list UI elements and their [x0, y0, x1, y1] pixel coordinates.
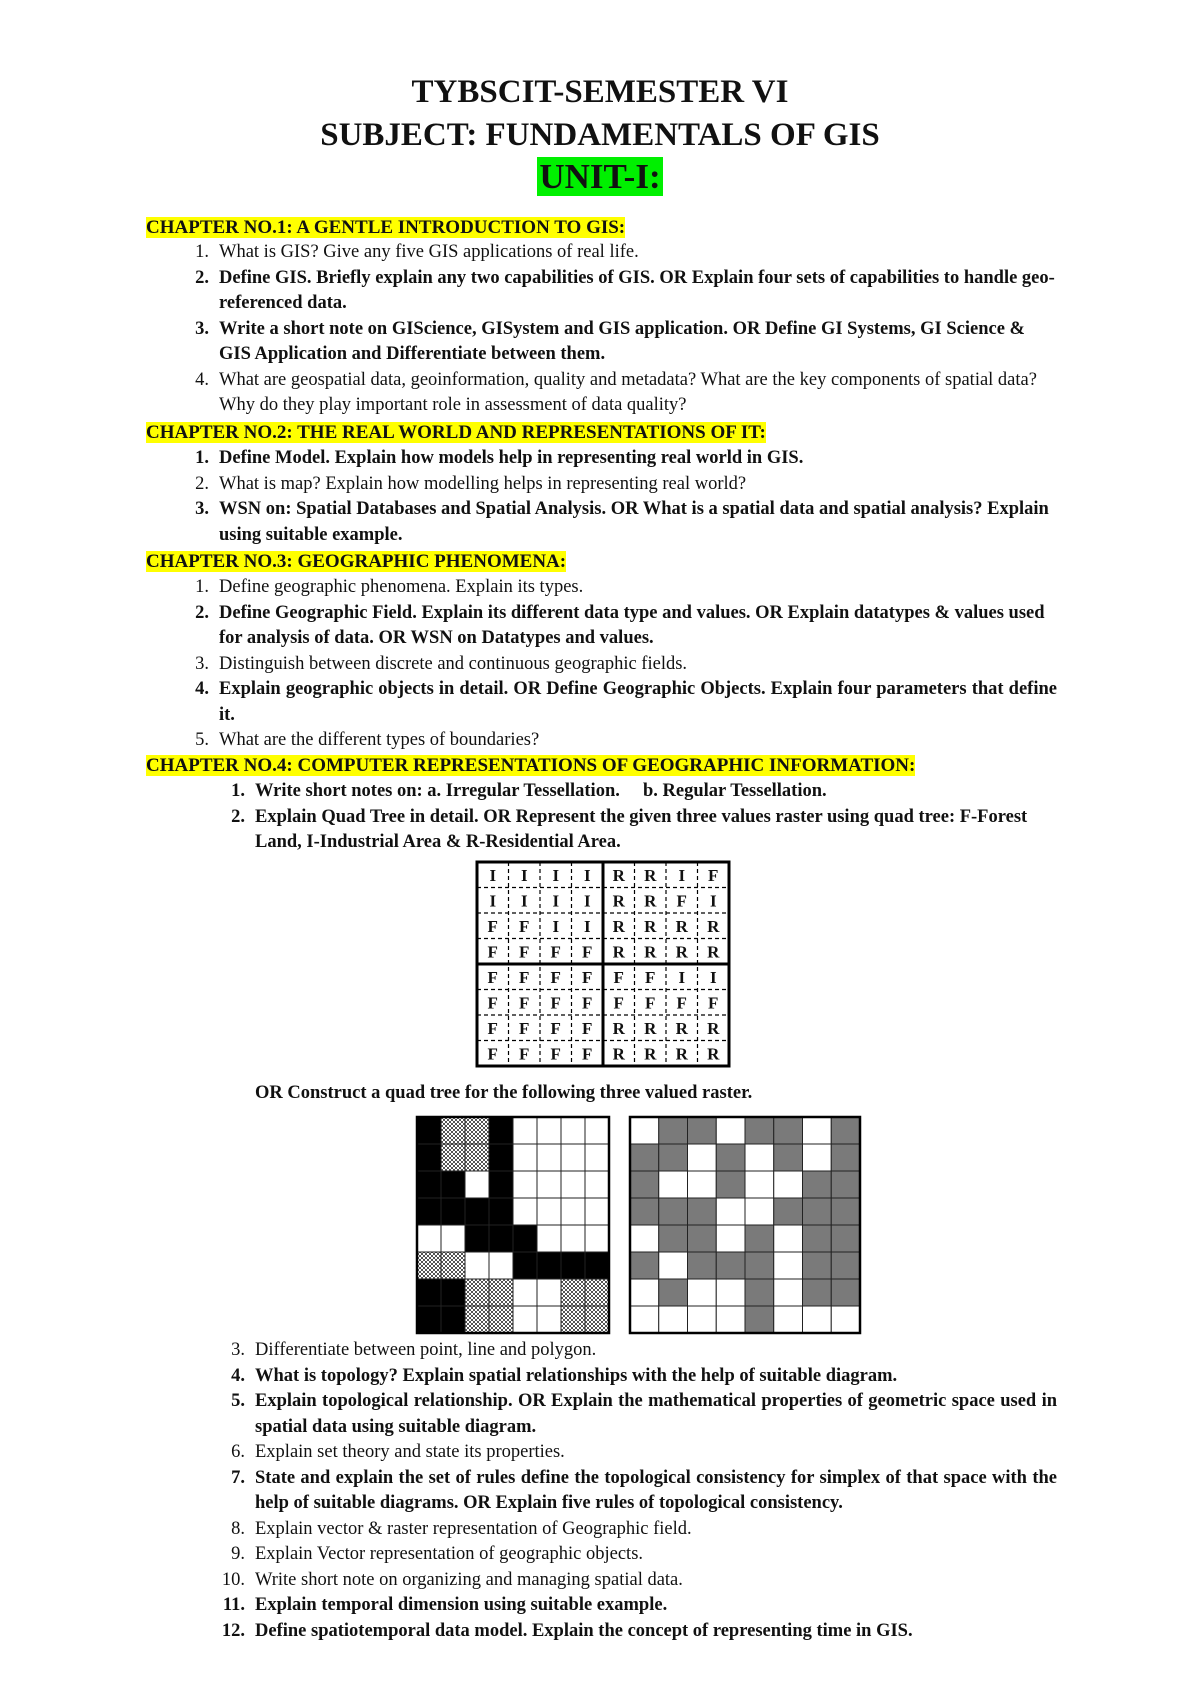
raster-cell-label: R — [675, 1018, 688, 1038]
raster-cell-label: I — [709, 967, 717, 987]
raster-cell — [585, 1144, 609, 1171]
raster-cell — [688, 1144, 717, 1171]
raster-cell-label: R — [707, 1018, 720, 1038]
raster-cell — [659, 1198, 688, 1225]
raster-cell — [561, 1171, 585, 1198]
raster-cell — [803, 1252, 832, 1279]
raster-cell-label: R — [612, 916, 625, 936]
raster-cell-label: I — [552, 865, 560, 885]
question-item: 5. Explain topological relationship. OR Explain the mathematical properties of geometric space used in spatial data using suitable diagram. — [231, 1391, 1057, 1437]
raster-cell — [489, 1144, 513, 1171]
raster-cell-label: F — [582, 967, 593, 987]
raster-cell-label: F — [645, 967, 656, 987]
raster-cell — [774, 1225, 803, 1252]
doc-title: TYBSCIT-SEMESTER VI — [411, 74, 789, 110]
raster-cell — [659, 1225, 688, 1252]
raster-cell-label: F — [487, 942, 498, 962]
raster-cell — [465, 1171, 489, 1198]
raster-cell-label: I — [520, 865, 528, 885]
raster-cell — [630, 1117, 659, 1144]
raster-cell — [803, 1198, 832, 1225]
raster-cell — [561, 1198, 585, 1225]
raster-cell — [688, 1252, 717, 1279]
raster-cell-label: R — [612, 1018, 625, 1038]
raster-cell — [774, 1171, 803, 1198]
question-item: 4. Explain geographic objects in detail. OR Define Geographic Objects. Explain four parameters that define it. — [195, 679, 1057, 725]
raster-cell — [716, 1144, 745, 1171]
raster-cell — [537, 1279, 561, 1306]
quad-tree-letter-raster — [473, 858, 735, 1073]
question-item: 6. Explain set theory and state its properties. — [231, 1442, 565, 1462]
question-item: 4. What are geospatial data, geoinformation, quality and metadata? What are the key components of spatial data? Why do they play important role in assessment of data quality? — [195, 369, 1037, 415]
raster-cell — [774, 1117, 803, 1144]
raster-cell — [441, 1198, 465, 1225]
raster-cell — [441, 1306, 465, 1333]
raster-cell — [585, 1117, 609, 1144]
raster-cell — [561, 1306, 585, 1333]
raster-cell — [774, 1306, 803, 1333]
raster-cell — [774, 1144, 803, 1171]
question-item: 3. Write a short note on GIScience, GISystem and GIS application. OR Define GI Systems, GI Science & GIS Application and Differentiate between them. — [195, 318, 1025, 364]
raster-cell — [465, 1252, 489, 1279]
raster-cell — [417, 1252, 441, 1279]
raster-cell-label: I — [678, 865, 686, 885]
raster-cell — [561, 1117, 585, 1144]
raster-cell-label: F — [550, 1044, 561, 1064]
raster-cell-label: I — [520, 891, 528, 911]
raster-cell-label: F — [550, 942, 561, 962]
raster-cell — [417, 1144, 441, 1171]
raster-cell-label: F — [487, 993, 498, 1013]
raster-cell — [688, 1117, 717, 1144]
raster-cell — [831, 1306, 860, 1333]
raster-cell — [561, 1225, 585, 1252]
raster-cell — [489, 1225, 513, 1252]
raster-cell — [630, 1252, 659, 1279]
raster-cell-label: F — [708, 993, 719, 1013]
chapter-1-heading: CHAPTER NO.1: A GENTLE INTRODUCTION TO GIS: — [146, 217, 626, 238]
raster-cell-label: R — [612, 865, 625, 885]
raster-cell — [441, 1279, 465, 1306]
raster-cell-label: F — [676, 993, 687, 1013]
raster-cell — [465, 1117, 489, 1144]
raster-cell-label: F — [550, 1018, 561, 1038]
raster-cell-label: F — [487, 1044, 498, 1064]
raster-cell — [688, 1279, 717, 1306]
raster-cell — [417, 1117, 441, 1144]
subject-title: SUBJECT: FUNDAMENTALS OF GIS — [320, 117, 880, 153]
raster-cell-label: I — [583, 891, 591, 911]
raster-cell — [417, 1198, 441, 1225]
raster-cell-label: I — [678, 967, 686, 987]
raster-cell — [513, 1198, 537, 1225]
question-item: 2. Define Geographic Field. Explain its different data type and values. OR Explain datatypes & values used for analysis of data. OR WSN on Datatypes and values. — [195, 602, 1045, 648]
question-item: 3. WSN on: Spatial Databases and Spatial Analysis. OR What is a spatial data and spatial analysis? Explain using suitable example. — [195, 499, 1049, 545]
raster-cell — [831, 1171, 860, 1198]
raster-cell — [745, 1117, 774, 1144]
raster-cell — [688, 1171, 717, 1198]
chapter-2-questions — [195, 446, 1057, 548]
raster-cell — [537, 1198, 561, 1225]
raster-cell — [513, 1225, 537, 1252]
raster-cell — [417, 1306, 441, 1333]
question-item: 8. Explain vector & raster representation of Geographic field. — [231, 1518, 692, 1539]
raster-cell-label: F — [519, 1044, 530, 1064]
chapter-4-questions-top — [231, 779, 1057, 856]
raster-cell-label: F — [550, 967, 561, 987]
three-valued-raster-left — [415, 1115, 611, 1335]
unit-title: UNIT-I: — [539, 157, 661, 196]
raster-cell — [659, 1306, 688, 1333]
raster-cell-label: F — [487, 967, 498, 987]
raster-cell — [441, 1117, 465, 1144]
raster-cell — [585, 1171, 609, 1198]
raster-cell — [537, 1252, 561, 1279]
raster-cell-label: I — [583, 865, 591, 885]
chapter-4-questions-bottom — [221, 1338, 1057, 1644]
raster-cell-label: R — [707, 916, 720, 936]
question-item: 1. What is GIS? Give any five GIS applications of real life. — [195, 242, 639, 262]
question-item: 10. Write short note on organizing and managing spatial data. — [221, 1569, 683, 1590]
question-item: 9. Explain Vector representation of geographic objects. — [231, 1544, 644, 1564]
raster-cell — [489, 1306, 513, 1333]
raster-cell — [831, 1225, 860, 1252]
raster-cell — [537, 1306, 561, 1333]
raster-cell — [659, 1117, 688, 1144]
raster-cell — [803, 1144, 832, 1171]
raster-cell — [489, 1279, 513, 1306]
raster-cell — [417, 1171, 441, 1198]
raster-cell — [465, 1225, 489, 1252]
raster-cell — [537, 1225, 561, 1252]
or-construct-text: OR Construct a quad tree for the following three valued raster. — [255, 1083, 753, 1103]
raster-cell-label: F — [582, 993, 593, 1013]
raster-cell-label: R — [675, 942, 688, 962]
raster-cell — [745, 1225, 774, 1252]
raster-cell — [831, 1144, 860, 1171]
raster-cell — [513, 1171, 537, 1198]
raster-cell — [745, 1198, 774, 1225]
raster-cell — [489, 1117, 513, 1144]
raster-cell — [630, 1306, 659, 1333]
raster-cell — [831, 1252, 860, 1279]
raster-cell — [537, 1117, 561, 1144]
raster-cell-label: I — [709, 891, 717, 911]
raster-cell — [513, 1279, 537, 1306]
raster-cell — [803, 1279, 832, 1306]
raster-cell-label: F — [582, 1044, 593, 1064]
raster-cell-label: R — [644, 916, 657, 936]
raster-cell — [659, 1171, 688, 1198]
raster-cell — [745, 1252, 774, 1279]
question-item: 2. What is map? Explain how modelling helps in representing real world? — [195, 473, 747, 494]
chapter-2-heading: CHAPTER NO.2: THE REAL WORLD AND REPRESENTATIONS OF IT: — [146, 422, 766, 443]
raster-cell — [831, 1117, 860, 1144]
raster-cell-label: F — [519, 967, 530, 987]
raster-cell — [745, 1144, 774, 1171]
question-item: 11. Explain temporal dimension using suitable example. — [222, 1595, 668, 1615]
raster-cell — [716, 1171, 745, 1198]
raster-cell — [630, 1279, 659, 1306]
raster-cell — [417, 1279, 441, 1306]
raster-cell-label: R — [612, 942, 625, 962]
raster-cell — [537, 1171, 561, 1198]
raster-cell-label: F — [613, 993, 624, 1013]
raster-cell-label: R — [675, 1044, 688, 1064]
raster-cell-label: F — [613, 967, 624, 987]
raster-cell-label: F — [708, 865, 719, 885]
raster-cell — [716, 1252, 745, 1279]
raster-cell — [465, 1306, 489, 1333]
raster-cell — [803, 1225, 832, 1252]
raster-cell — [630, 1198, 659, 1225]
question-item: 2. Explain Quad Tree in detail. OR Represent the given three values raster using quad tree: F-Forest Land, I-Industrial Area & R-Residential Area. — [231, 806, 1028, 852]
chapter-3-questions — [195, 575, 1057, 754]
raster-cell-label: F — [519, 916, 530, 936]
raster-cell — [465, 1144, 489, 1171]
raster-cell-label: R — [707, 1044, 720, 1064]
question-item: 7. State and explain the set of rules define the topological consistency for simplex of that space with the help of suitable diagrams. OR Explain five rules of topological consistency. — [231, 1467, 1057, 1513]
raster-cell — [803, 1306, 832, 1333]
raster-cell — [561, 1252, 585, 1279]
raster-cell — [585, 1252, 609, 1279]
raster-cell — [465, 1198, 489, 1225]
raster-cell — [688, 1198, 717, 1225]
raster-cell — [659, 1144, 688, 1171]
raster-cell — [441, 1252, 465, 1279]
raster-cell — [745, 1306, 774, 1333]
raster-cell — [513, 1252, 537, 1279]
raster-cell — [716, 1117, 745, 1144]
raster-cell — [630, 1144, 659, 1171]
raster-cell — [585, 1225, 609, 1252]
raster-cell-label: F — [519, 942, 530, 962]
question-item: 3. Distinguish between discrete and continuous geographic fields. — [195, 653, 688, 674]
raster-cell-label: F — [645, 993, 656, 1013]
question-item: 1. Define geographic phenomena. Explain its types. — [195, 577, 584, 597]
question-item: 3. Differentiate between point, line and polygon. — [231, 1340, 597, 1360]
raster-cell — [630, 1225, 659, 1252]
raster-cell — [441, 1144, 465, 1171]
three-valued-raster-right — [628, 1115, 862, 1335]
question-item: 5. What are the different types of boundaries? — [195, 730, 540, 750]
raster-cell — [716, 1306, 745, 1333]
raster-cell-label: F — [582, 942, 593, 962]
chapter-4-heading: CHAPTER NO.4: COMPUTER REPRESENTATIONS OF GEOGRAPHIC INFORMATION: — [146, 755, 916, 776]
raster-cell — [803, 1171, 832, 1198]
raster-cell-label: F — [676, 891, 687, 911]
raster-cell-label: I — [489, 865, 497, 885]
raster-cell-label: F — [519, 1018, 530, 1038]
raster-cell-label: I — [489, 891, 497, 911]
raster-cell — [774, 1252, 803, 1279]
raster-cell — [745, 1171, 774, 1198]
raster-cell — [489, 1171, 513, 1198]
raster-cell — [561, 1144, 585, 1171]
raster-cell — [659, 1279, 688, 1306]
chapter-3-heading: CHAPTER NO.3: GEOGRAPHIC PHENOMENA: — [146, 551, 567, 572]
raster-cell — [489, 1198, 513, 1225]
raster-cell-label: R — [675, 916, 688, 936]
question-item: 12. Define spatiotemporal data model. Explain the concept of representing time in GIS. — [221, 1620, 913, 1641]
raster-cell — [537, 1144, 561, 1171]
raster-cell-label: F — [582, 1018, 593, 1038]
raster-cell — [688, 1225, 717, 1252]
raster-cell — [716, 1198, 745, 1225]
raster-cell — [465, 1279, 489, 1306]
raster-cell-label: R — [644, 891, 657, 911]
raster-cell — [513, 1117, 537, 1144]
question-item: 4. What is topology? Explain spatial relationships with the help of suitable diagram. — [231, 1365, 898, 1386]
raster-cell-label: R — [644, 865, 657, 885]
raster-cell — [585, 1198, 609, 1225]
raster-cell — [716, 1225, 745, 1252]
question-item: 1. Write short notes on: a. Irregular Tessellation. b. Regular Tessellation. — [231, 781, 827, 801]
raster-cell — [630, 1171, 659, 1198]
raster-cell-label: R — [644, 942, 657, 962]
raster-cell — [831, 1198, 860, 1225]
raster-cell-label: R — [612, 891, 625, 911]
chapter-1-questions — [195, 240, 1057, 419]
raster-cell-label: R — [612, 1044, 625, 1064]
raster-cell-label: F — [550, 993, 561, 1013]
raster-cell — [716, 1279, 745, 1306]
raster-cell-label: I — [583, 916, 591, 936]
raster-cell — [774, 1198, 803, 1225]
raster-cell-label: I — [552, 891, 560, 911]
raster-cell-label: R — [644, 1018, 657, 1038]
raster-cell — [745, 1279, 774, 1306]
raster-cell — [513, 1144, 537, 1171]
raster-cell — [774, 1279, 803, 1306]
raster-cell-label: F — [487, 916, 498, 936]
raster-cell-label: I — [552, 916, 560, 936]
raster-cell — [417, 1225, 441, 1252]
raster-cell — [659, 1252, 688, 1279]
raster-cell — [561, 1279, 585, 1306]
raster-cell — [831, 1279, 860, 1306]
raster-cell-label: F — [519, 993, 530, 1013]
raster-cell — [441, 1171, 465, 1198]
raster-cell — [441, 1225, 465, 1252]
raster-cell — [489, 1252, 513, 1279]
raster-cell — [513, 1306, 537, 1333]
raster-cell — [803, 1117, 832, 1144]
question-item: 1. Define Model. Explain how models help in representing real world in GIS. — [195, 448, 804, 468]
raster-cell — [585, 1306, 609, 1333]
question-item: 2. Define GIS. Briefly explain any two capabilities of GIS. OR Explain four sets of capabilities to handle geo-referenced data. — [195, 267, 1055, 313]
raster-cell-label: R — [707, 942, 720, 962]
raster-cell — [585, 1279, 609, 1306]
raster-cell-label: F — [487, 1018, 498, 1038]
raster-cell — [688, 1306, 717, 1333]
raster-cell-label: R — [644, 1044, 657, 1064]
